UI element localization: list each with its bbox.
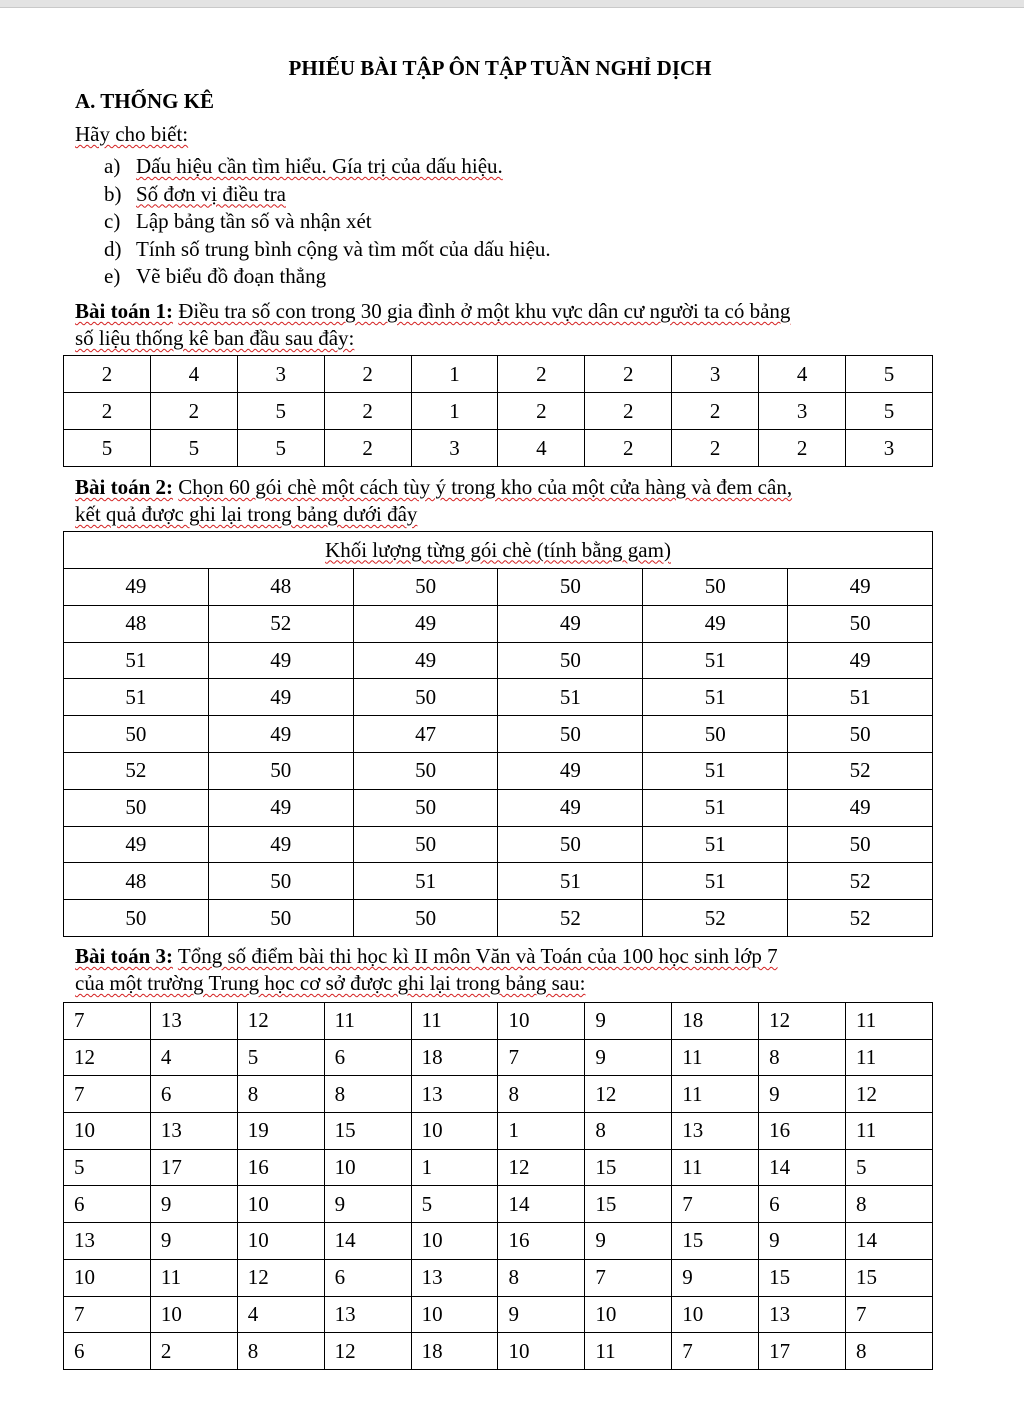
table-cell: 5: [237, 1039, 324, 1076]
table-cell: 4: [759, 356, 846, 393]
table-cell: 50: [64, 716, 209, 753]
table-cell: 15: [672, 1223, 759, 1260]
table-cell: 13: [672, 1113, 759, 1150]
table-cell: 51: [643, 752, 788, 789]
table-cell: 16: [498, 1223, 585, 1260]
table-row: [64, 1333, 933, 1370]
table-row: [64, 752, 933, 789]
table-cell: 6: [64, 1186, 151, 1223]
table-cell: 9: [585, 1003, 672, 1040]
table-row: [64, 863, 933, 900]
table-cell: 8: [759, 1039, 846, 1076]
table-cell: 18: [411, 1039, 498, 1076]
table-cell: 5: [237, 430, 324, 467]
table-cell: 9: [498, 1296, 585, 1333]
item-text: Vẽ biểu đồ đoạn thẳng: [136, 264, 327, 288]
table-cell: 15: [585, 1186, 672, 1223]
table-cell: 49: [788, 789, 933, 826]
table-cell: 9: [759, 1076, 846, 1113]
table-cell: 8: [237, 1333, 324, 1370]
table-cell: 5: [64, 430, 151, 467]
table-cell: 10: [672, 1296, 759, 1333]
table-cell: 8: [237, 1076, 324, 1113]
table-cell: 6: [324, 1039, 411, 1076]
table-cell: 6: [324, 1259, 411, 1296]
table-cell: 13: [411, 1076, 498, 1113]
table-cell: 10: [64, 1259, 151, 1296]
table-cell: 12: [324, 1333, 411, 1370]
table-cell: 10: [64, 1113, 151, 1150]
table-cell: 3: [759, 393, 846, 430]
table-cell: 7: [672, 1333, 759, 1370]
table-cell: 51: [498, 679, 643, 716]
table-cell: 12: [237, 1259, 324, 1296]
table-row: [64, 900, 933, 937]
table-cell: 10: [411, 1113, 498, 1150]
table-cell: 49: [353, 642, 498, 679]
table-cell: 10: [237, 1186, 324, 1223]
table-cell: 15: [759, 1259, 846, 1296]
table-cell: 6: [64, 1333, 151, 1370]
table-cell: 49: [498, 605, 643, 642]
table-cell: 51: [643, 642, 788, 679]
table-cell: 14: [498, 1186, 585, 1223]
problem-3-text: [75, 943, 935, 997]
table-row: [64, 1003, 933, 1040]
table-cell: 7: [585, 1259, 672, 1296]
table-cell: 50: [643, 716, 788, 753]
table-cell: 7: [64, 1076, 151, 1113]
list-item: [104, 263, 551, 291]
table-cell: 7: [846, 1296, 933, 1333]
table-row: [64, 356, 933, 393]
table-cell: 5: [64, 1149, 151, 1186]
table-cell: 51: [643, 679, 788, 716]
table-cell: 4: [237, 1296, 324, 1333]
table-cell: 52: [208, 605, 353, 642]
table-cell: 49: [788, 642, 933, 679]
table-cell: 1: [411, 393, 498, 430]
table-cell: 50: [353, 826, 498, 863]
table-row: [64, 679, 933, 716]
item-label: d): [104, 236, 122, 261]
table-cell: 12: [498, 1149, 585, 1186]
table-cell: 12: [846, 1076, 933, 1113]
table-cell: 10: [324, 1149, 411, 1186]
table-cell: 1: [411, 1149, 498, 1186]
table-cell: 13: [759, 1296, 846, 1333]
table-cell: 1: [498, 1113, 585, 1150]
table-cell: 50: [643, 569, 788, 606]
item-label: b): [104, 181, 122, 206]
problem-2-label: Bài toán 2:: [75, 475, 174, 499]
table-cell: 7: [64, 1296, 151, 1333]
problem-3-line-2: của một trường Trung học cơ sở được ghi lại trong bảng sau:: [75, 971, 586, 995]
table-cell: 10: [150, 1296, 237, 1333]
table-cell: 10: [237, 1223, 324, 1260]
table-cell: 10: [498, 1333, 585, 1370]
table-cell: 2: [150, 1333, 237, 1370]
table-cell: 9: [585, 1223, 672, 1260]
table-cell: 1: [411, 356, 498, 393]
table-cell: 50: [353, 679, 498, 716]
table-cell: 50: [208, 752, 353, 789]
list-item: [104, 181, 551, 209]
table-cell: 14: [324, 1223, 411, 1260]
table-cell: 16: [759, 1113, 846, 1150]
item-text: Số đơn vị điều tra: [136, 181, 286, 206]
table-cell: 11: [672, 1039, 759, 1076]
table-row: [64, 430, 933, 467]
table-cell: 51: [788, 679, 933, 716]
table-cell: 2: [585, 393, 672, 430]
table-cell: 10: [585, 1296, 672, 1333]
table-cell: 49: [498, 789, 643, 826]
table-cell: 4: [150, 1039, 237, 1076]
table-cell: 5: [846, 1149, 933, 1186]
table-cell: 50: [498, 716, 643, 753]
table-cell: 51: [643, 826, 788, 863]
table-cell: 2: [672, 430, 759, 467]
table-cell: 2: [150, 393, 237, 430]
table-cell: 5: [237, 393, 324, 430]
table-cell: 2: [759, 430, 846, 467]
list-item: [104, 153, 551, 181]
list-item: [104, 236, 551, 264]
table-cell: 8: [585, 1113, 672, 1150]
table-cell: 50: [64, 789, 209, 826]
table-row: [64, 1113, 933, 1150]
table-cell: 15: [324, 1113, 411, 1150]
item-text: Tính số trung bình cộng và tìm mốt của dấu hiệu.: [136, 236, 551, 261]
problem-1-line-1: Điều tra số con trong 30 gia đình ở một khu vực dân cư người ta có bảng: [178, 299, 791, 323]
table-row: [64, 642, 933, 679]
table-cell: 5: [846, 393, 933, 430]
table-cell: 13: [411, 1259, 498, 1296]
table-cell: 12: [585, 1076, 672, 1113]
table-cell: 5: [411, 1186, 498, 1223]
table-cell: 50: [353, 569, 498, 606]
item-text: Lập bảng tần số và nhận xét: [136, 209, 372, 233]
problem-2-text: [75, 474, 935, 528]
table-cell: 48: [64, 605, 209, 642]
table-cell: 2: [585, 356, 672, 393]
document-title: PHIẾU BÀI TẬP ÔN TẬP TUẦN NGHỈ DỊCH: [288, 56, 712, 80]
table-cell: 50: [498, 826, 643, 863]
table-cell: 6: [150, 1076, 237, 1113]
table-cell: 7: [498, 1039, 585, 1076]
table-cell: 8: [498, 1259, 585, 1296]
table-cell: 8: [846, 1333, 933, 1370]
table-row: [64, 1039, 933, 1076]
item-label: e): [104, 264, 121, 288]
table-cell: 5: [846, 356, 933, 393]
table-row: [64, 393, 933, 430]
table-cell: 2: [324, 430, 411, 467]
table-cell: 49: [788, 569, 933, 606]
table-cell: 18: [411, 1333, 498, 1370]
table-cell: 14: [759, 1149, 846, 1186]
table-row: [64, 605, 933, 642]
table-cell: 51: [353, 863, 498, 900]
table-cell: 2: [585, 430, 672, 467]
table-cell: 50: [64, 900, 209, 937]
table-cell: 3: [237, 356, 324, 393]
table-header-text: Khối lượng từng gói chè (tính bằng gam): [325, 537, 671, 562]
table-cell: 12: [64, 1039, 151, 1076]
table-cell: 3: [411, 430, 498, 467]
table-cell: 9: [759, 1223, 846, 1260]
table-row: [64, 1186, 933, 1223]
table-row: [64, 826, 933, 863]
table-cell: 2: [498, 393, 585, 430]
table-cell: 16: [237, 1149, 324, 1186]
item-label: c): [104, 209, 121, 233]
problem-2-table: [63, 531, 933, 937]
table-row: [64, 789, 933, 826]
problem-1-text: [75, 298, 935, 352]
table-cell: 50: [788, 605, 933, 642]
table-cell: 7: [64, 1003, 151, 1040]
table-header-cell: [64, 532, 933, 569]
table-cell: 11: [324, 1003, 411, 1040]
table-cell: 11: [846, 1039, 933, 1076]
table-cell: 3: [846, 430, 933, 467]
table-cell: 11: [846, 1113, 933, 1150]
table-cell: 52: [64, 752, 209, 789]
problem-3-label: Bài toán 3:: [75, 944, 174, 968]
table-cell: 2: [64, 356, 151, 393]
item-text: Dấu hiệu cần tìm hiểu. Gía trị của dấu hiệu.: [136, 154, 503, 178]
table-row: [64, 1149, 933, 1186]
table-cell: 49: [64, 569, 209, 606]
table-cell: 50: [498, 569, 643, 606]
table-cell: 50: [353, 900, 498, 937]
table-cell: 15: [846, 1259, 933, 1296]
table-cell: 5: [150, 430, 237, 467]
table-row: [64, 569, 933, 606]
table-cell: 4: [498, 430, 585, 467]
problem-3-table: [63, 1002, 933, 1370]
table-header-row: [64, 532, 933, 569]
table-cell: 2: [64, 393, 151, 430]
list-item: [104, 208, 551, 236]
table-cell: 17: [150, 1149, 237, 1186]
table-cell: 12: [759, 1003, 846, 1040]
table-cell: 51: [498, 863, 643, 900]
table-cell: 3: [672, 356, 759, 393]
table-cell: 2: [498, 356, 585, 393]
table-cell: 51: [643, 789, 788, 826]
table-row: [64, 1259, 933, 1296]
table-cell: 13: [150, 1113, 237, 1150]
table-cell: 51: [64, 642, 209, 679]
problem-2-line-1: Chọn 60 gói chè một cách tùy ý trong kho của một cửa hàng và đem cân,: [178, 475, 793, 499]
table-row: [64, 716, 933, 753]
table-cell: 11: [585, 1333, 672, 1370]
problem-2-line-2: kết quả được ghi lại trong bảng dưới đây: [75, 502, 418, 526]
table-cell: 6: [759, 1186, 846, 1223]
table-cell: 48: [208, 569, 353, 606]
problem-1-table: [63, 355, 933, 467]
table-cell: 49: [208, 716, 353, 753]
table-cell: 2: [672, 393, 759, 430]
table-cell: 4: [150, 356, 237, 393]
table-cell: 8: [498, 1076, 585, 1113]
table-cell: 15: [585, 1149, 672, 1186]
table-cell: 50: [208, 863, 353, 900]
table-cell: 48: [64, 863, 209, 900]
table-cell: 50: [788, 826, 933, 863]
table-cell: 52: [788, 863, 933, 900]
table-row: [64, 1296, 933, 1333]
table-cell: 11: [846, 1003, 933, 1040]
table-cell: 10: [411, 1223, 498, 1260]
table-cell: 17: [759, 1333, 846, 1370]
table-cell: 13: [64, 1223, 151, 1260]
table-cell: 7: [672, 1186, 759, 1223]
table-cell: 49: [64, 826, 209, 863]
table-cell: 52: [788, 752, 933, 789]
table-cell: 52: [788, 900, 933, 937]
table-cell: 14: [846, 1223, 933, 1260]
table-cell: 9: [324, 1186, 411, 1223]
table-cell: 19: [237, 1113, 324, 1150]
problem-3-line-1: Tổng số điểm bài thi học kì II môn Văn và Toán của 100 học sinh lớp 7: [177, 944, 778, 968]
table-cell: 12: [237, 1003, 324, 1040]
problem-1-label: Bài toán 1:: [75, 299, 174, 323]
table-cell: 50: [353, 752, 498, 789]
table-cell: 49: [208, 826, 353, 863]
table-cell: 9: [150, 1186, 237, 1223]
table-cell: 2: [324, 356, 411, 393]
table-cell: 18: [672, 1003, 759, 1040]
question-list: [104, 153, 551, 291]
table-row: [64, 1223, 933, 1260]
table-cell: 13: [324, 1296, 411, 1333]
intro-text: Hãy cho biết:: [75, 122, 189, 146]
table-cell: 11: [672, 1149, 759, 1186]
table-cell: 10: [411, 1296, 498, 1333]
table-cell: 51: [64, 679, 209, 716]
table-cell: 49: [353, 605, 498, 642]
table-cell: 50: [208, 900, 353, 937]
table-cell: 49: [208, 789, 353, 826]
table-cell: 49: [208, 679, 353, 716]
table-cell: 50: [353, 789, 498, 826]
table-cell: 9: [150, 1223, 237, 1260]
table-cell: 47: [353, 716, 498, 753]
table-cell: 49: [208, 642, 353, 679]
table-cell: 9: [672, 1259, 759, 1296]
problem-1-line-2: số liệu thống kê ban đầu sau đây:: [75, 326, 355, 350]
table-cell: 49: [498, 752, 643, 789]
table-cell: 8: [324, 1076, 411, 1113]
table-cell: 9: [585, 1039, 672, 1076]
table-cell: 2: [324, 393, 411, 430]
table-cell: 8: [846, 1186, 933, 1223]
table-cell: 52: [498, 900, 643, 937]
table-cell: 11: [672, 1076, 759, 1113]
table-cell: 11: [411, 1003, 498, 1040]
table-cell: 50: [788, 716, 933, 753]
table-cell: 10: [498, 1003, 585, 1040]
table-cell: 11: [150, 1259, 237, 1296]
table-cell: 50: [498, 642, 643, 679]
table-row: [64, 1076, 933, 1113]
item-label: a): [104, 154, 121, 178]
table-cell: 13: [150, 1003, 237, 1040]
table-cell: 52: [643, 900, 788, 937]
table-cell: 51: [643, 863, 788, 900]
table-cell: 49: [643, 605, 788, 642]
section-a-heading: A. THỐNG KÊ: [75, 89, 215, 113]
